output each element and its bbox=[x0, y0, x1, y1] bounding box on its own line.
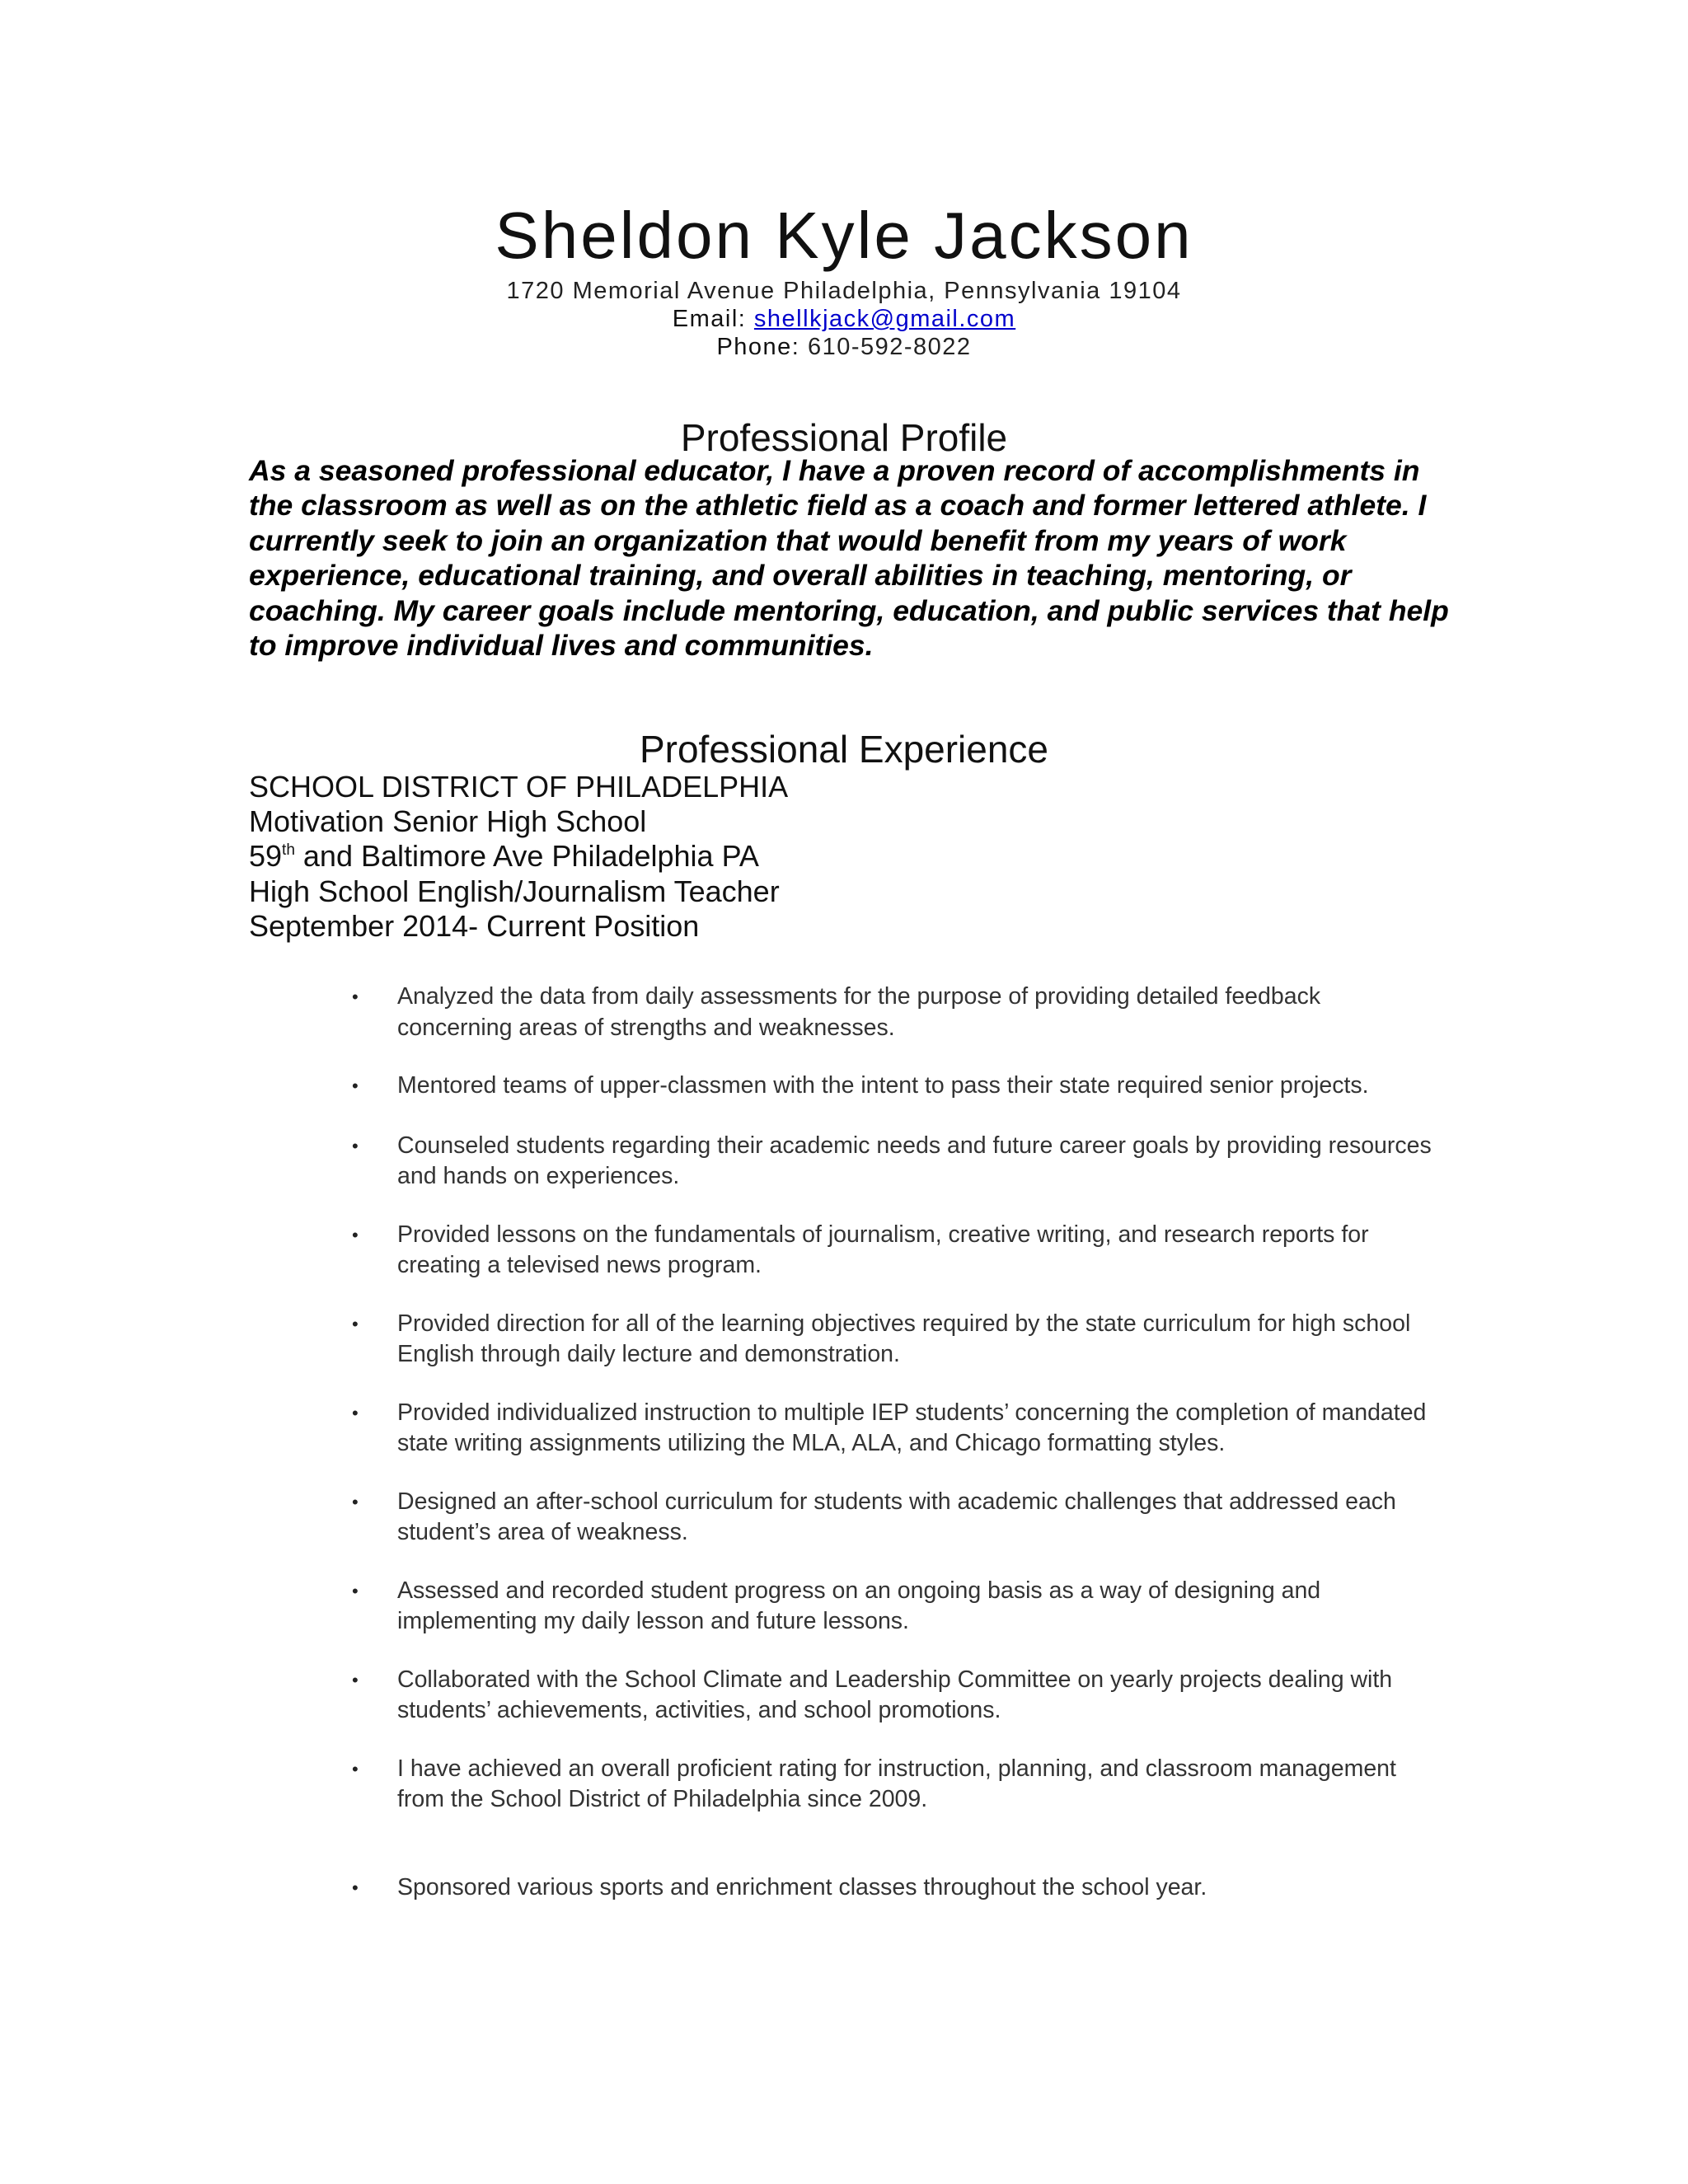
bullet-icon: • bbox=[352, 1877, 359, 1898]
job-dates: September 2014- Current Position bbox=[249, 908, 700, 943]
list-item bbox=[346, 1665, 1434, 1727]
list-item-text: Provided lessons on the fundamentals of journalism, creative writing, and research reports for creating a televised news program. bbox=[397, 1221, 1369, 1278]
bullet-icon: • bbox=[352, 1135, 359, 1156]
job-title: High School English/Journalism Teacher bbox=[249, 874, 780, 908]
list-item-text: Analyzed the data from daily assessments for the purpose of providing detailed feedback concerning areas of strengths and weaknesses. bbox=[397, 983, 1321, 1041]
candidate-name: Sheldon Kyle Jackson bbox=[495, 199, 1193, 272]
list-item bbox=[346, 1872, 1434, 1904]
experience-heading: Professional Experience bbox=[639, 728, 1049, 771]
list-item-text: Collaborated with the School Climate and Leadership Committee on yearly projects dealing with students’ achievements, activities, and school promotions. bbox=[397, 1666, 1393, 1723]
bullet-icon: • bbox=[352, 1491, 359, 1512]
employer-block bbox=[249, 770, 788, 944]
bullet-icon: • bbox=[352, 987, 359, 1007]
responsibilities-list bbox=[346, 982, 1434, 1903]
address-number: 59 bbox=[249, 839, 283, 874]
address: 1720 Memorial Avenue Philadelphia, Pennsylvania 19104 bbox=[506, 278, 1182, 304]
employer-district: SCHOOL DISTRICT OF PHILADELPHIA bbox=[249, 770, 789, 804]
email-link[interactable]: shellkjack@gmail.com bbox=[753, 306, 1016, 332]
bullet-icon: • bbox=[352, 1669, 359, 1690]
list-item bbox=[346, 1220, 1434, 1282]
list-item bbox=[346, 1071, 1434, 1102]
bullet-icon: • bbox=[352, 1224, 359, 1245]
list-item bbox=[346, 1487, 1434, 1549]
list-item-text: Provided individualized instruction to multiple IEP students’ concerning the completion of mandated state writing assignments utilizing the MLA, ALA, and Chicago formatting styles. bbox=[397, 1399, 1427, 1456]
address-ordinal: th bbox=[282, 841, 295, 860]
list-item bbox=[346, 982, 1434, 1043]
list-item bbox=[346, 1309, 1434, 1371]
list-item-text: Assessed and recorded student progress on an ongoing basis as a way of designing and implementing my daily lesson and future lessons. bbox=[397, 1577, 1321, 1634]
list-item bbox=[346, 1398, 1434, 1460]
list-item-text: I have achieved an overall proficient rating for instruction, planning, and classroom management from the School District of Philadelphia since 2009. bbox=[397, 1755, 1396, 1812]
address-street: and Baltimore Ave Philadelphia PA bbox=[294, 839, 759, 874]
phone-label: Phone: bbox=[716, 334, 808, 360]
email-label: Email: bbox=[672, 306, 754, 332]
email-line bbox=[0, 305, 1688, 333]
profile-heading: Professional Profile bbox=[680, 416, 1008, 459]
bullet-icon: • bbox=[352, 1580, 359, 1601]
bullet-icon: • bbox=[352, 1313, 359, 1334]
list-item-text: Provided direction for all of the learning objectives required by the state curriculum for high school English through daily lecture and demonstration. bbox=[397, 1310, 1411, 1367]
employer-school: Motivation Senior High School bbox=[249, 804, 647, 839]
profile-summary: As a seasoned professional educator, I have a proven record of accomplishments in the classroom as well as on the athletic field as a coach and former lettered athlete. I currently seek to join an organization that would benefit from my years of work experience, educational training, and overall abilities in teaching, mentoring, or coaching. My career goals include mentoring, education, and public services that help to improve individual lives and communities. bbox=[249, 454, 1449, 663]
bullet-icon: • bbox=[352, 1402, 359, 1423]
list-item-text: Designed an after-school curriculum for students with academic challenges that addressed each student’s area of weakness. bbox=[397, 1488, 1396, 1545]
employer-address bbox=[249, 839, 788, 874]
list-item-text: Counseled students regarding their academic needs and future career goals by providing resources and hands on experiences. bbox=[397, 1132, 1432, 1189]
bullet-icon: • bbox=[352, 1076, 359, 1096]
list-item bbox=[346, 1754, 1434, 1816]
list-item bbox=[346, 1576, 1434, 1638]
phone-number: 610-592-8022 bbox=[807, 334, 972, 360]
list-item bbox=[346, 1131, 1434, 1193]
resume-header bbox=[0, 194, 1688, 361]
list-item-text: Sponsored various sports and enrichment classes throughout the school year. bbox=[397, 1873, 1207, 1900]
bullet-icon: • bbox=[352, 1758, 359, 1779]
phone-line bbox=[0, 333, 1688, 361]
list-item-text: Mentored teams of upper-classmen with the intent to pass their state required senior projects. bbox=[397, 1072, 1369, 1099]
